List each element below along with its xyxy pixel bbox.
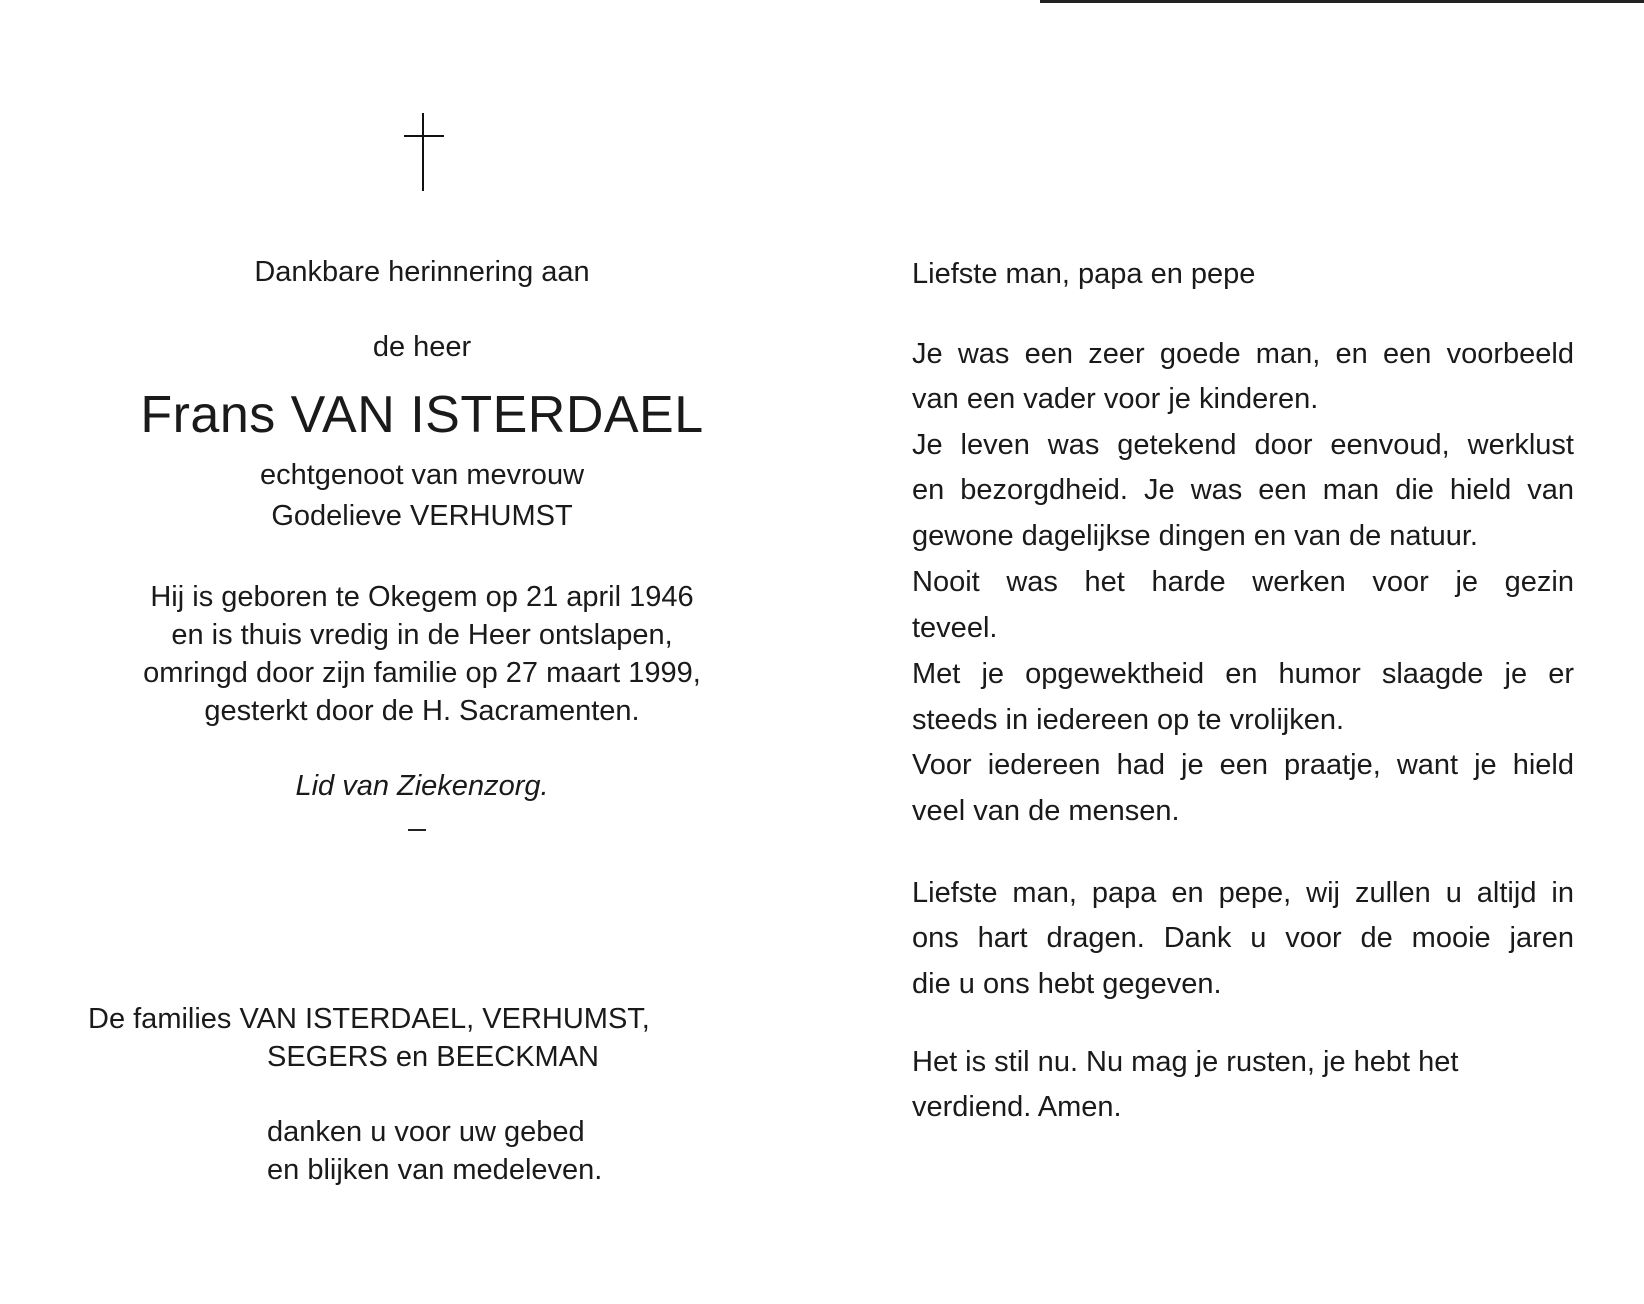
body-line: Voor iedereen had je een praatje, want je hield xyxy=(912,749,1574,781)
body-line: en bezorgdheid. Je was een man die hield van xyxy=(912,474,1574,506)
closing-line: ons hart dragen. Dank u voor de mooie jaren xyxy=(912,922,1574,954)
greeting: Liefste man, papa en pepe xyxy=(912,258,1256,290)
closing-line: Liefste man, papa en pepe, wij zullen u altijd in xyxy=(912,877,1574,909)
membership-note: Lid van Ziekenzorg. xyxy=(295,770,549,802)
body-line: van een vader voor je kinderen. xyxy=(912,383,1319,415)
bio-line: gesterkt door de H. Sacramenten. xyxy=(204,695,640,727)
cross-icon xyxy=(404,113,444,191)
body-line: Nooit was het harde werken voor je gezin xyxy=(912,566,1574,598)
body-line: steeds in iedereen op te vrolijken. xyxy=(912,704,1345,736)
thanks-line-2: en blijken van medeleven. xyxy=(267,1154,603,1186)
separator-dash xyxy=(408,829,426,831)
top-border-line xyxy=(1040,0,1644,3)
body-line: gewone dagelijkse dingen en van de natuur. xyxy=(912,520,1478,552)
families-line-2: SEGERS en BEECKMAN xyxy=(267,1041,599,1073)
bio-line: en is thuis vredig in de Heer ontslapen, xyxy=(171,619,673,651)
body-line: Je leven was getekend door eenvoud, werklust xyxy=(912,429,1574,461)
body-line: Je was een zeer goede man, en een voorbeeld xyxy=(912,338,1574,370)
thanks-line-1: danken u voor uw gebed xyxy=(267,1116,585,1148)
spouse-line-2: Godelieve VERHUMST xyxy=(271,500,573,532)
body-line: Met je opgewektheid en humor slaagde je er xyxy=(912,658,1574,690)
families-line-1: De families VAN ISTERDAEL, VERHUMST, xyxy=(88,1003,650,1035)
final-line: Het is stil nu. Nu mag je rusten, je hebt het xyxy=(912,1046,1459,1078)
deceased-name: Frans VAN ISTERDAEL xyxy=(140,386,704,444)
closing-line: die u ons hebt gegeven. xyxy=(912,968,1222,1000)
body-line: teveel. xyxy=(912,612,998,644)
final-line: verdiend. Amen. xyxy=(912,1091,1122,1123)
intro-text: Dankbare herinnering aan xyxy=(254,256,590,288)
salutation: de heer xyxy=(372,331,472,363)
body-line: veel van de mensen. xyxy=(912,795,1180,827)
bio-line: omringd door zijn familie op 27 maart 1999, xyxy=(143,657,701,689)
bio-line: Hij is geboren te Okegem op 21 april 1946 xyxy=(150,581,694,613)
spouse-line-1: echtgenoot van mevrouw xyxy=(259,459,585,491)
